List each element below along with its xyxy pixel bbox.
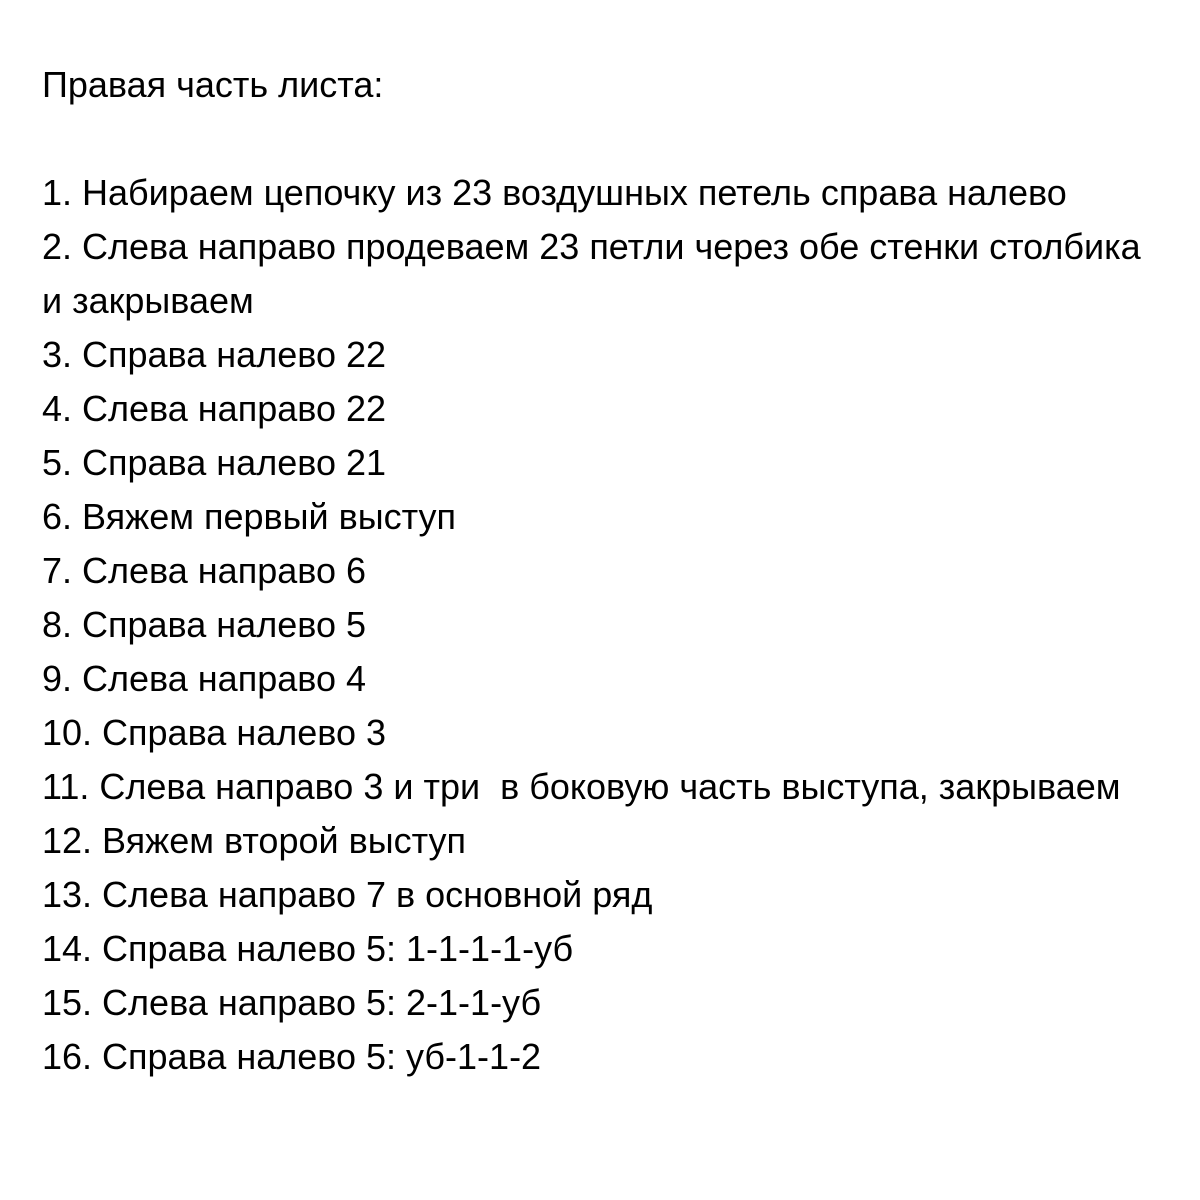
steps-list [42,166,1162,1084]
step-item: 12. Вяжем второй выступ [42,820,466,861]
step-item: 11. Слева направо 3 и три в боковую часть выступа, закрываем [42,766,1121,807]
step-item: 5. Справа налево 21 [42,442,387,483]
blank-line [42,112,1162,166]
step-item: 7. Слева направо 6 [42,550,366,591]
step-item: 16. Справа налево 5: уб-1-1-2 [42,1036,542,1077]
step-item: 14. Справа налево 5: 1-1-1-1-уб [42,928,574,969]
step-item: 8. Справа налево 5 [42,604,366,645]
step-item: 6. Вяжем первый выступ [42,496,457,537]
step-item: 15. Слева направо 5: 2-1-1-уб [42,982,542,1023]
step-item: 9. Слева направо 4 [42,658,366,699]
step-item: 13. Слева направо 7 в основной ряд [42,874,653,915]
step-item: 1. Набираем цепочку из 23 воздушных петель справа налево [42,172,1067,213]
step-item: 4. Слева направо 22 [42,388,387,429]
step-item: 3. Справа налево 22 [42,334,387,375]
document [42,58,1162,1084]
step-item: 10. Справа налево 3 [42,712,387,753]
step-item: 2. Слева направо продеваем 23 петли через обе стенки столбика и закрываем [42,226,1151,321]
document-heading: Правая часть листа: [42,64,384,105]
